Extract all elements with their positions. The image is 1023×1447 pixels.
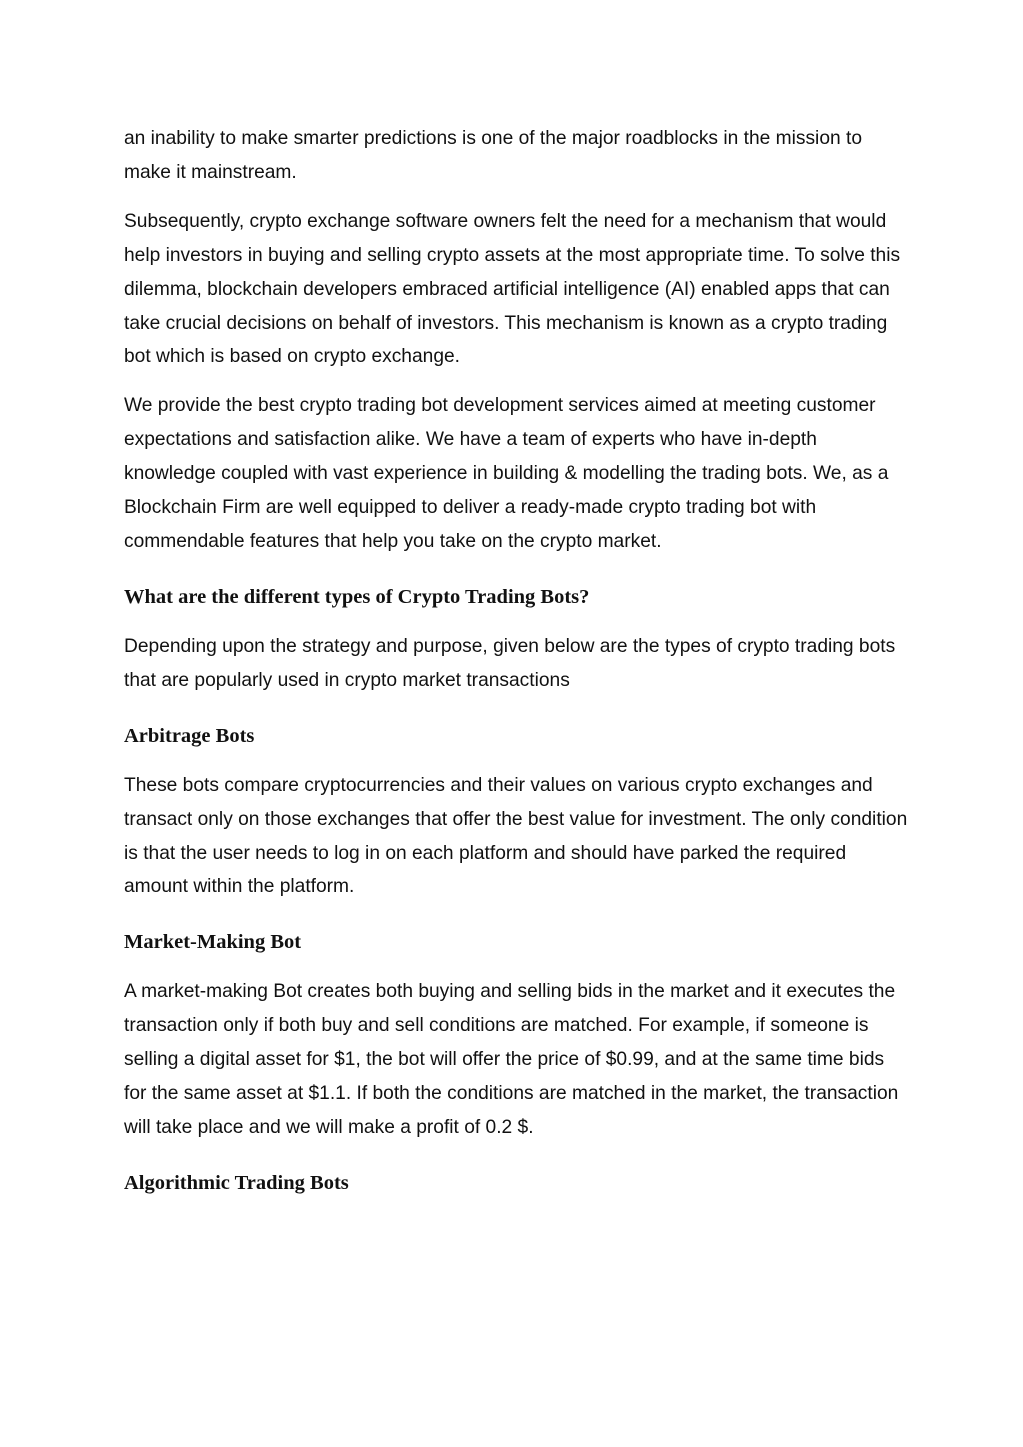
paragraph-types-intro: Depending upon the strategy and purpose, given below are the types of crypto trading bots that are popularly used in crypto market transactions	[124, 635, 896, 691]
paragraph-services: We provide the best crypto trading bot development services aimed at meeting customer expectations and satisfaction alike. We have a team of experts who have in-depth knowledge coupled with vast experience in building & modelling the trading bots. We, as a Blockchain Firm are well equipped to deliver a ready-made crypto trading bot with commendable features that help you take on the crypto market.	[124, 395, 889, 552]
paragraph-market-making: A market-making Bot creates both buying and selling bids in the market and it executes the transaction only if both buy and sell conditions are matched. For example, if someone is selling a digital asset for $1, the bot will offer the price of $0.99, and at the same time bids for the same asset at $1.1. If both the conditions are matched in the market, the transaction will take place and we will make a profit of 0.2 $.	[124, 981, 899, 1138]
heading-types-of-bots: What are the different types of Crypto Trading Bots?	[124, 585, 590, 608]
heading-algorithmic-trading-bots: Algorithmic Trading Bots	[124, 1171, 349, 1194]
heading-market-making-bot: Market-Making Bot	[124, 931, 302, 954]
paragraph-arbitrage: These bots compare cryptocurrencies and their values on various crypto exchanges and transact only on those exchanges that offer the best value for investment. The only condition is that the user needs to log in on each platform and should have parked the required amount within the platform.	[124, 774, 908, 898]
heading-arbitrage-bots: Arbitrage Bots	[124, 724, 255, 747]
paragraph-intro-continuation: an inability to make smarter predictions is one of the major roadblocks in the mission to make it mainstream.	[124, 128, 862, 183]
paragraph-subsequently: Subsequently, crypto exchange software owners felt the need for a mechanism that would help investors in buying and selling crypto assets at the most appropriate time. To solve this dilemma, blockchain developers embraced artificial intelligence (AI) enabled apps that can take crucial decisions on behalf of investors. This mechanism is known as a crypto trading bot which is based on crypto exchange.	[124, 210, 901, 368]
document-page	[124, 122, 909, 1216]
